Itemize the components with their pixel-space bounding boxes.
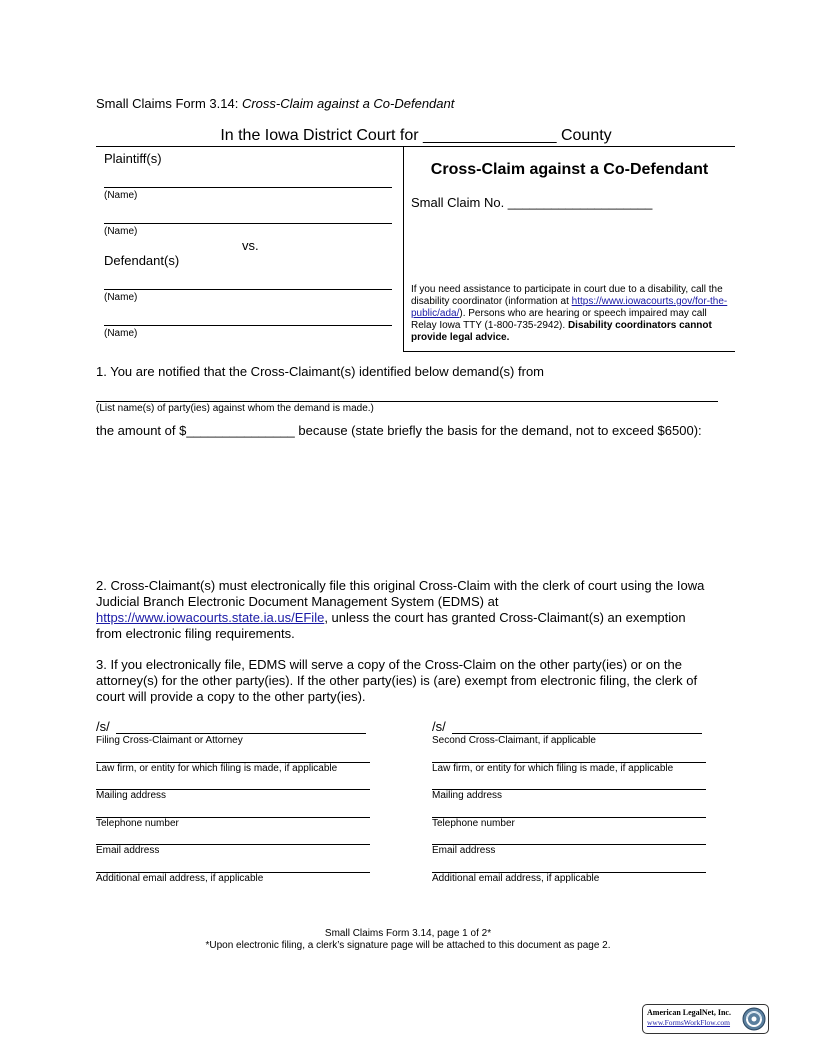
- footer-page-info: Small Claims Form 3.14, page 1 of 2*: [324, 928, 492, 939]
- amount-line[interactable]: the amount of $_______________ because (state briefly the basis for the demand, not to exceed $6500):: [96, 423, 702, 438]
- globe-icon: [741, 1006, 767, 1032]
- paragraph-2-text-2: , unless the court has granted Cross-Claimant(s) an exemption from electronic filing requirements.: [96, 610, 686, 641]
- right-firm-label: Law firm, or entity for which filing is made, if applicable: [432, 763, 674, 774]
- logo-company: American LegalNet, Inc.: [647, 1008, 731, 1017]
- party-names-line[interactable]: [96, 401, 718, 402]
- right-sig-prefix: /s/: [432, 719, 446, 734]
- ada-link[interactable]: https://www.iowacourts.gov/for-the-public/ada/: [411, 296, 728, 319]
- left-firm-label: Law firm, or entity for which filing is made, if applicable: [96, 763, 338, 774]
- plaintiff-1-line[interactable]: [104, 187, 392, 188]
- form-header: [96, 96, 596, 112]
- plaintiff-1-name-label: (Name): [104, 190, 138, 201]
- party-names-sublabel: (List name(s) of party(ies) against whom the demand is made.): [96, 403, 374, 414]
- plaintiffs-label: Plaintiff(s): [104, 151, 162, 166]
- plaintiff-2-line[interactable]: [104, 223, 392, 224]
- left-title-label: Filing Cross-Claimant or Attorney: [96, 735, 243, 746]
- right-mailing-label: Mailing address: [432, 790, 503, 801]
- caption-top-rule: [96, 146, 735, 147]
- right-phone-label: Telephone number: [432, 818, 515, 829]
- footer-note: *Upon electronic filing, a clerk’s signature page will be attached to this document as page 2.: [205, 940, 611, 951]
- paragraph-3: 3. If you electronically file, EDMS will serve a copy of the Cross-Claim on the other party(ies) or on the attorney(s) for the other party(ies). If the other party(ies) is (are) exempt from electronic filing, the clerk of court will provide a copy to the other party(ies).: [96, 657, 698, 704]
- right-title-label: Second Cross-Claimant, if applicable: [432, 735, 596, 746]
- defendants-label: Defendant(s): [104, 253, 180, 268]
- left-sig-prefix: /s/: [96, 719, 110, 734]
- vs-label: vs.: [242, 238, 259, 253]
- american-legalnet-logo[interactable]: [642, 1004, 769, 1034]
- small-claim-number[interactable]: Small Claim No. ____________________: [411, 195, 653, 210]
- left-signature-line[interactable]: [116, 733, 366, 734]
- ada-notice: [411, 284, 729, 344]
- ada-text-2: ). Persons who are hearing or speech impaired may call Relay Iowa TTY (1-800-735-2942).: [411, 308, 707, 331]
- left-email-label: Email address: [96, 845, 160, 856]
- plaintiff-2-name-label: (Name): [104, 226, 138, 237]
- defendant-1-name-label: (Name): [104, 292, 138, 303]
- logo-url[interactable]: www.FormsWorkFlow.com: [647, 1018, 731, 1027]
- caption-bottom-rule: [403, 351, 735, 352]
- form-number: Small Claims Form 3.14:: [96, 96, 239, 111]
- ada-bold-text: Disability coordinators cannot provide legal advice.: [411, 320, 712, 343]
- ada-text-1: If you need assistance to participate in court due to a disability, call the disability coordinator (information at: [411, 284, 723, 307]
- paragraph-1: 1. You are notified that the Cross-Claimant(s) identified below demand(s) from: [96, 364, 544, 379]
- defendant-2-line[interactable]: [104, 325, 392, 326]
- efile-link[interactable]: https://www.iowacourts.state.ia.us/EFile: [96, 610, 325, 625]
- document-title: Cross-Claim against a Co-Defendant: [430, 161, 709, 178]
- left-email2-label: Additional email address, if applicable: [96, 873, 264, 884]
- paragraph-2: [96, 578, 708, 642]
- paragraph-2-text-1: 2. Cross-Claimant(s) must electronically file this original Cross-Claim with the clerk of court using the Iowa Judicial Branch Electronic Document Management System (EDMS) at: [96, 578, 705, 609]
- right-email2-label: Additional email address, if applicable: [432, 873, 600, 884]
- right-email-label: Email address: [432, 845, 496, 856]
- court-line: In the Iowa District Court for _______________ County: [220, 127, 612, 144]
- right-signature-line[interactable]: [452, 733, 702, 734]
- defendant-1-line[interactable]: [104, 289, 392, 290]
- defendant-2-name-label: (Name): [104, 328, 138, 339]
- left-mailing-label: Mailing address: [96, 790, 167, 801]
- form-title-italic: Cross-Claim against a Co-Defendant: [241, 96, 455, 111]
- left-phone-label: Telephone number: [96, 818, 179, 829]
